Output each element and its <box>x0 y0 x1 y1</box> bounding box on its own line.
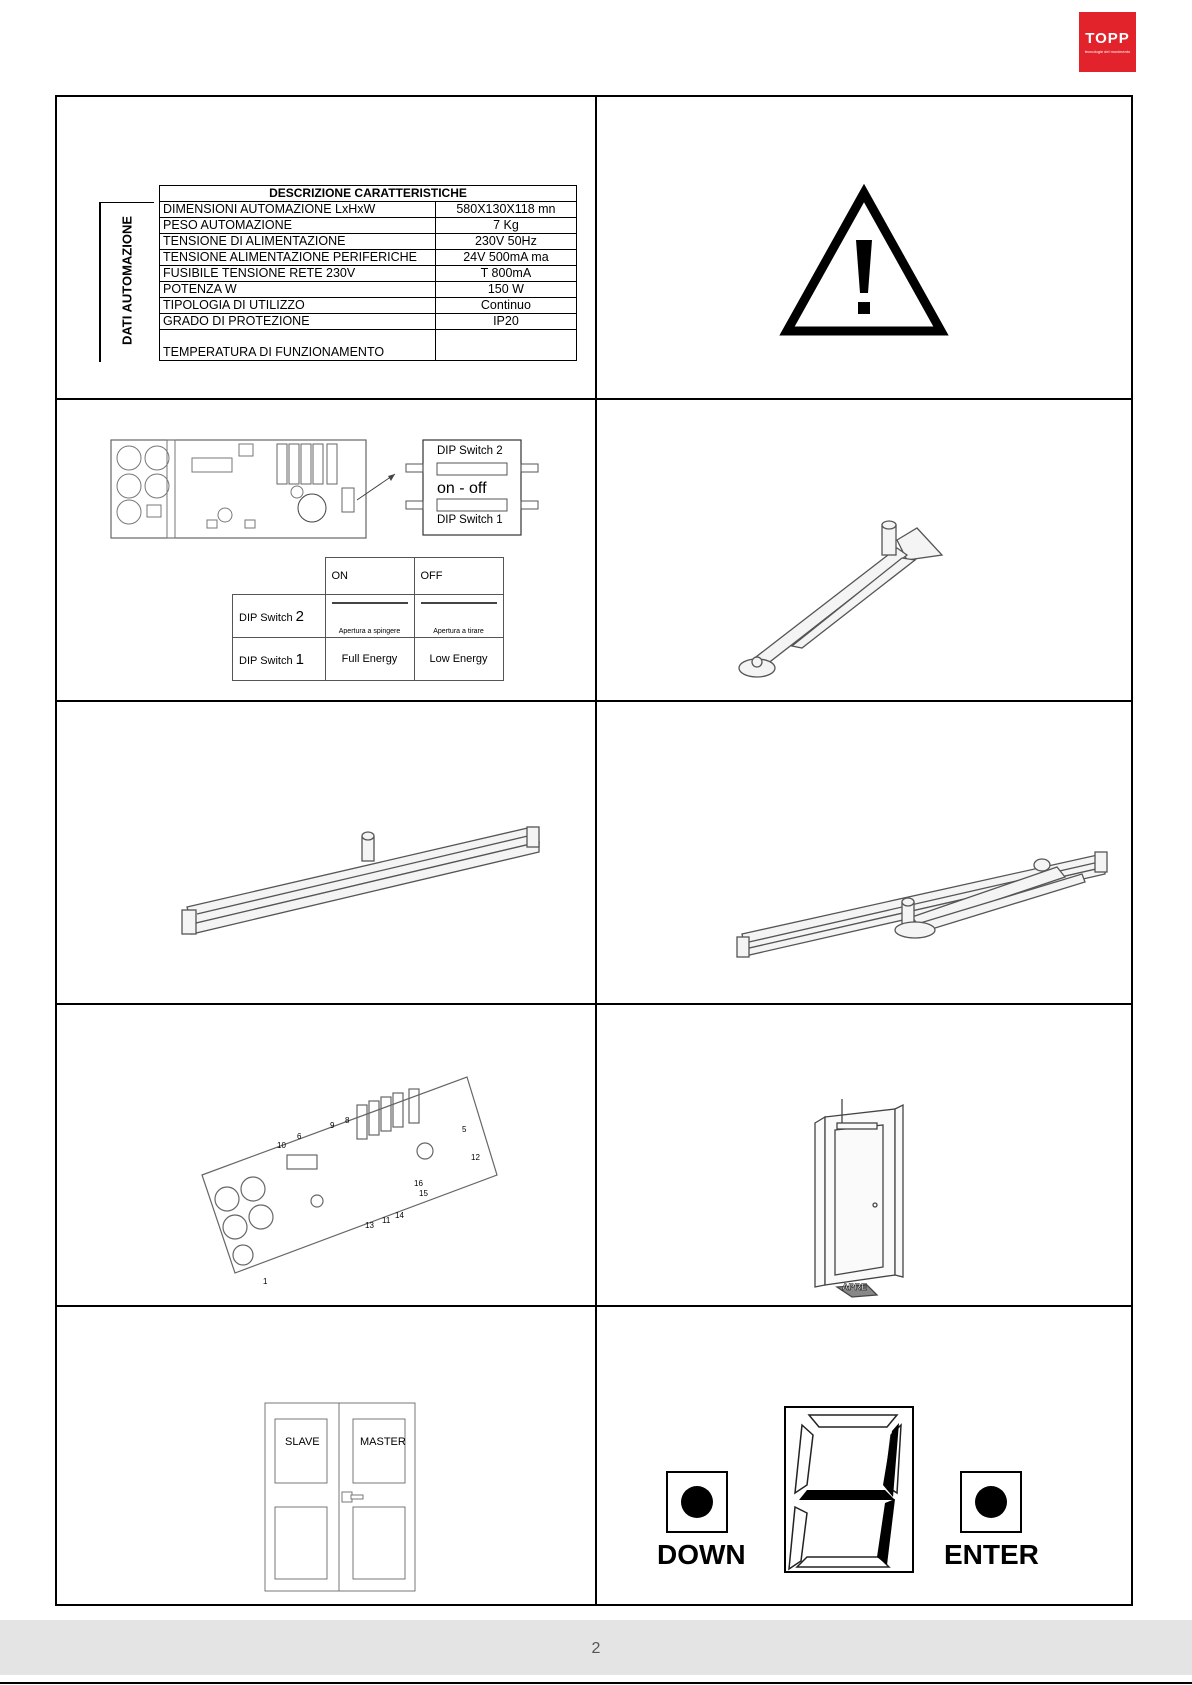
col-off: OFF <box>414 558 503 595</box>
dip-row-label: DIP Switch <box>239 611 293 624</box>
spec-table <box>159 185 577 361</box>
row-dip-2 <box>233 595 326 638</box>
spec-value: 7 Kg <box>435 218 576 234</box>
spec-value: IP20 <box>435 314 576 330</box>
side-bracket-top <box>99 202 154 203</box>
arm-cell <box>597 400 1133 700</box>
board-number: 12 <box>471 1153 480 1162</box>
apre-label: APRE <box>842 1282 868 1292</box>
board-number: 14 <box>395 1211 404 1220</box>
warning-cell <box>597 97 1133 398</box>
enter-button-label: ENTER <box>944 1539 1039 1570</box>
row-dip-1 <box>233 638 326 681</box>
spec-side-label: DATI AUTOMAZIONE <box>119 215 135 346</box>
dip-row-number: 1 <box>295 650 304 668</box>
spec-label: GRADO DI PROTEZIONE <box>160 314 436 330</box>
spec-value: Continuo <box>435 298 576 314</box>
side-bracket-line <box>99 202 101 362</box>
empty-corner <box>233 558 326 595</box>
on-off-label: on - off <box>437 480 487 497</box>
table-row <box>160 250 577 266</box>
board-number: 1 <box>263 1277 268 1286</box>
board-number: 16 <box>414 1179 423 1188</box>
push-caption: Apertura a spingere <box>338 628 401 635</box>
dip-row-label: DIP Switch <box>239 654 293 667</box>
table-row <box>160 218 577 234</box>
page-footer <box>0 1620 1192 1675</box>
table-row <box>160 282 577 298</box>
table-row <box>160 314 577 330</box>
numbered-board-cell <box>57 1005 595 1305</box>
figure-grid <box>55 95 1133 1606</box>
dip-row-number: 2 <box>295 607 304 625</box>
spec-value <box>435 330 576 361</box>
board-number: 6 <box>297 1132 302 1141</box>
page-number: 2 <box>591 1640 601 1657</box>
double-door-cell <box>57 1307 595 1606</box>
table-row <box>160 202 577 218</box>
spec-label: TENSIONE DI ALIMENTAZIONE <box>160 234 436 250</box>
dip-switch-1-label: DIP Switch 1 <box>437 514 503 526</box>
sliding-rail-illustration <box>57 702 595 1003</box>
board-number: 11 <box>382 1216 391 1225</box>
spec-label: TIPOLOGIA DI UTILIZZO <box>160 298 436 314</box>
spec-label: POTENZA W <box>160 282 436 298</box>
warning-triangle-icon <box>597 97 1133 398</box>
slave-label: SLAVE <box>285 1436 320 1448</box>
table-row <box>160 330 577 361</box>
board-number: 15 <box>419 1189 428 1198</box>
spec-value: 24V 500mA ma <box>435 250 576 266</box>
logo-brand: TOPP <box>1085 30 1130 47</box>
single-door-illustration <box>597 1005 1133 1305</box>
display-panel-cell <box>597 1307 1133 1606</box>
spec-value: 150 W <box>435 282 576 298</box>
master-label: MASTER <box>360 1436 406 1448</box>
dip-settings-table <box>232 557 504 681</box>
spec-label: TEMPERATURA DI FUNZIONAMENTO <box>160 330 436 361</box>
numbered-control-board <box>57 1005 595 1305</box>
table-row <box>160 234 577 250</box>
spec-label: DIMENSIONI AUTOMAZIONE LxHxW <box>160 202 436 218</box>
board-number: 9 <box>330 1121 335 1130</box>
push-cell <box>325 595 414 638</box>
operator-arm-illustration <box>597 400 1133 700</box>
pull-caption: Apertura a tirare <box>433 628 484 635</box>
board-number: 5 <box>462 1125 467 1134</box>
pull-cell <box>414 595 503 638</box>
spec-label: TENSIONE ALIMENTAZIONE PERIFERICHE <box>160 250 436 266</box>
board-number: 13 <box>365 1221 374 1230</box>
arm-with-rail-illustration <box>597 702 1133 1003</box>
full-energy-cell: Full Energy <box>325 638 414 681</box>
spec-value: 580X130X118 mn <box>435 202 576 218</box>
door-cell <box>597 1005 1133 1305</box>
bottom-rule <box>0 1682 1192 1684</box>
rail-cell <box>57 702 595 1003</box>
col-on: ON <box>325 558 414 595</box>
low-energy-cell: Low Energy <box>414 638 503 681</box>
table-row <box>160 298 577 314</box>
spec-value: 230V 50Hz <box>435 234 576 250</box>
down-button-label: DOWN <box>657 1539 746 1570</box>
board-number: 10 <box>277 1141 286 1150</box>
spec-header: DESCRIZIONE CARATTERISTICHE <box>160 186 577 202</box>
spec-value: T 800mA <box>435 266 576 282</box>
table-row <box>233 595 504 638</box>
dip-switch-cell <box>57 400 595 700</box>
table-row <box>233 638 504 681</box>
table-row <box>160 266 577 282</box>
spec-table-cell <box>57 97 595 398</box>
double-door-illustration <box>57 1307 595 1606</box>
topp-logo <box>1079 12 1136 72</box>
arm-rail-cell <box>597 702 1133 1003</box>
board-number: 8 <box>345 1116 350 1125</box>
dip-switch-2-label: DIP Switch 2 <box>437 445 503 457</box>
spec-label: PESO AUTOMAZIONE <box>160 218 436 234</box>
logo-tagline: tecnologie del movimento <box>1084 49 1131 54</box>
spec-label: FUSIBILE TENSIONE RETE 230V <box>160 266 436 282</box>
